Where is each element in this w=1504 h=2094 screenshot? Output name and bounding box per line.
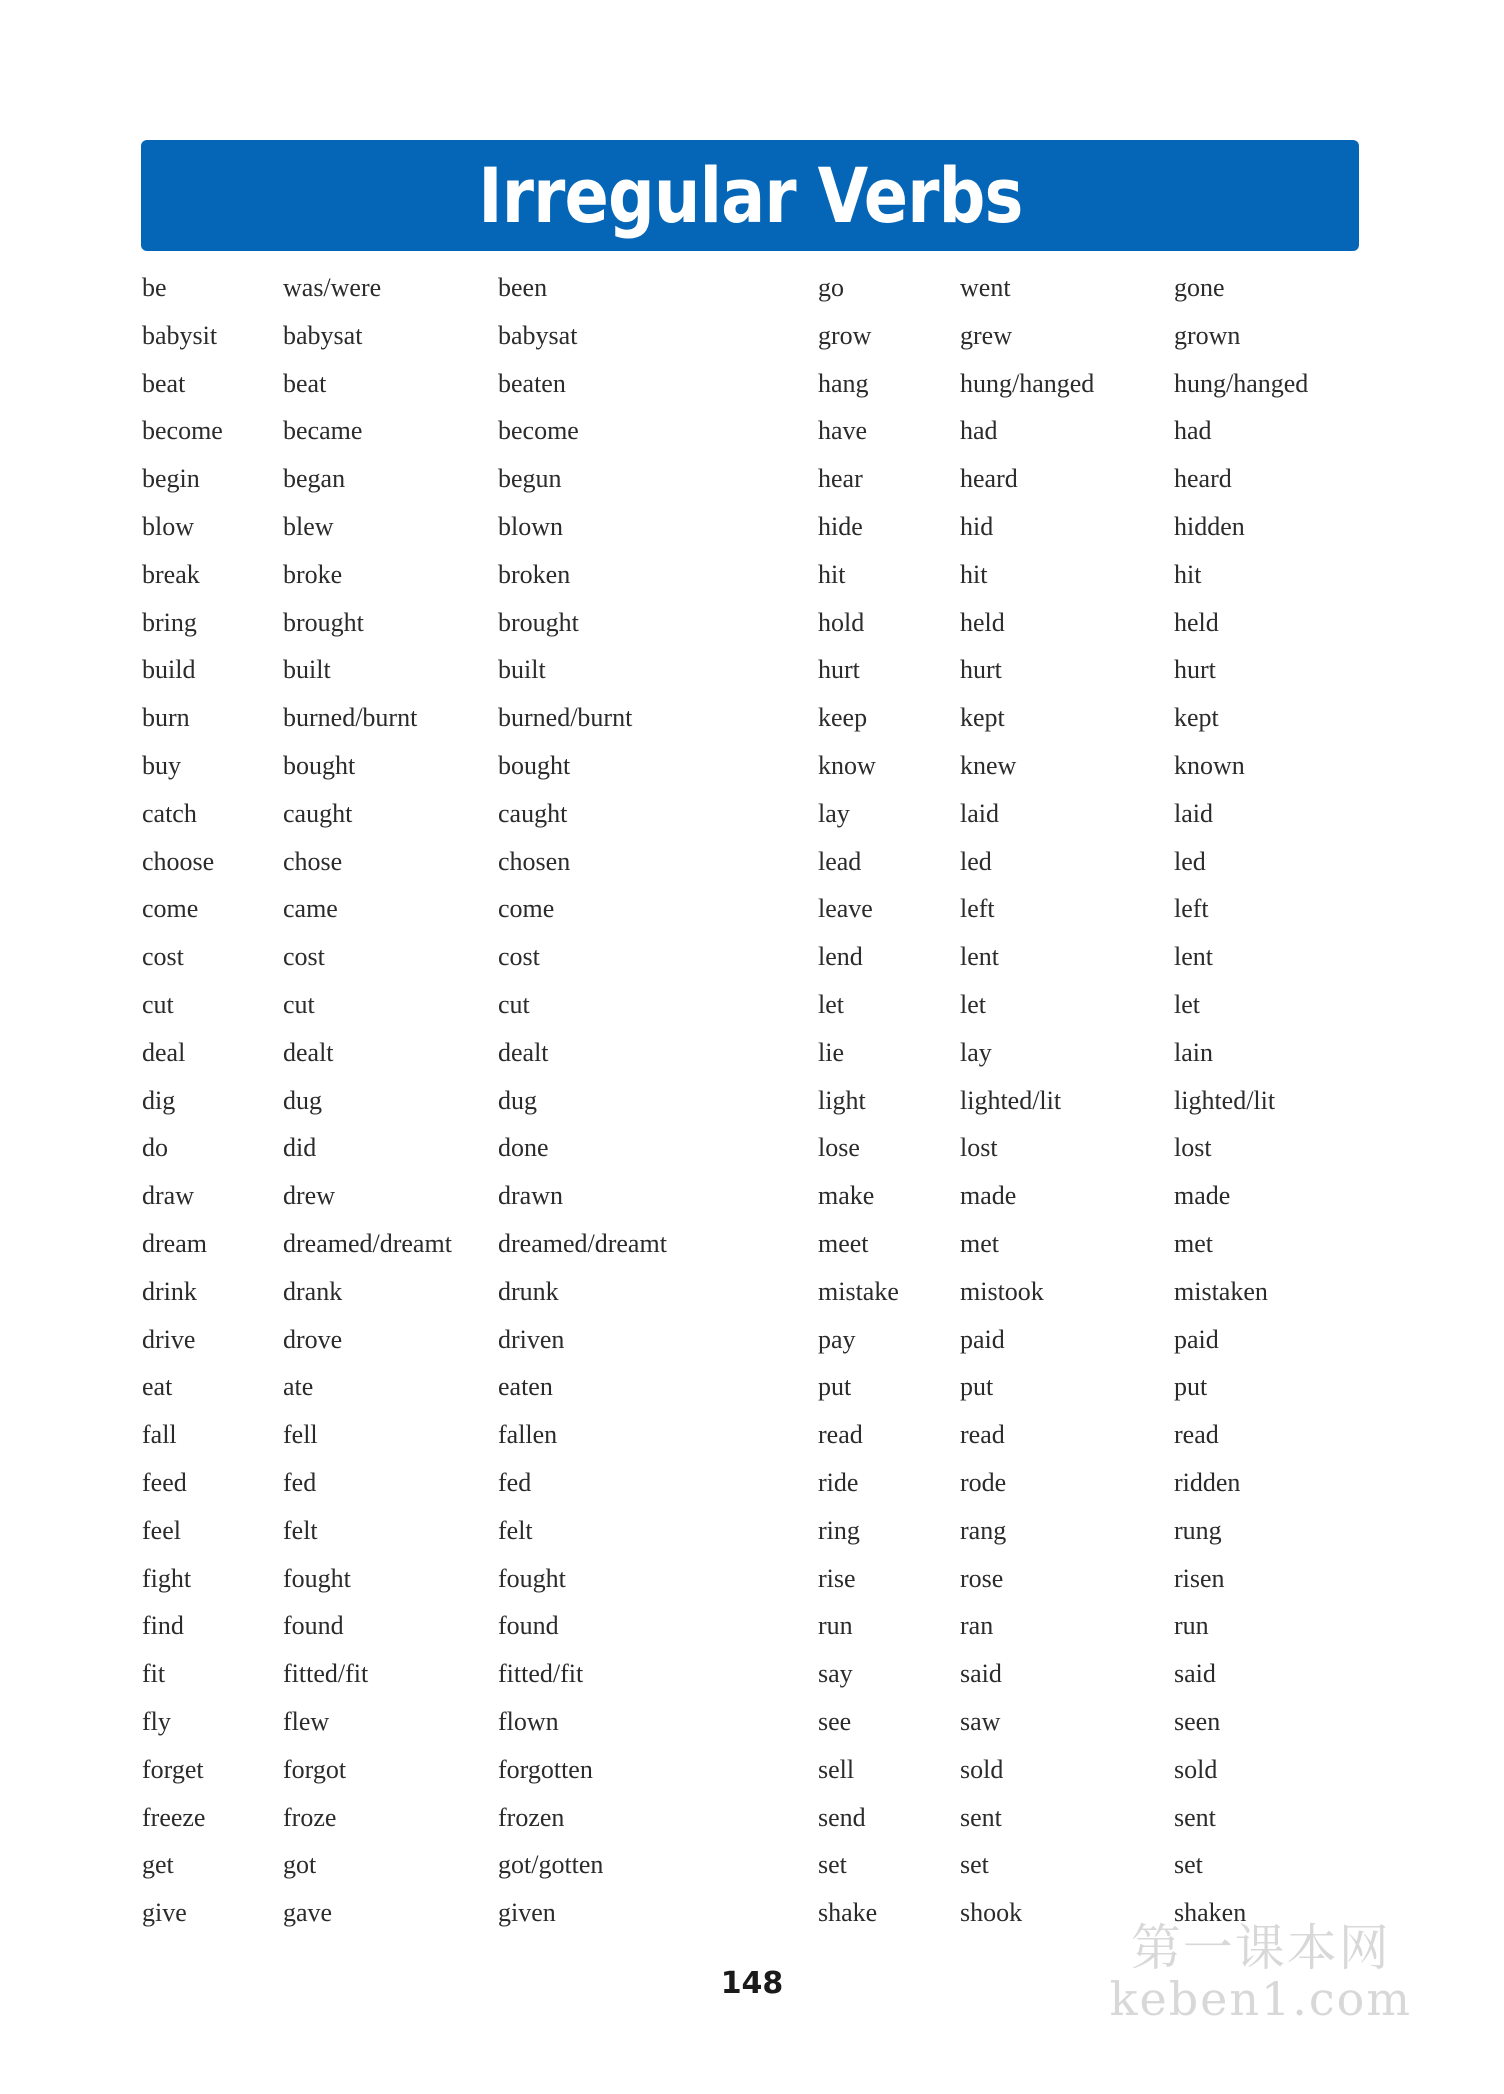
left-past-participle-cell: dug (498, 1085, 537, 1115)
right-past-participle-cell: laid (1174, 798, 1213, 828)
right-base-form-cell: hit (818, 559, 846, 589)
left-base-form-cell: bring (142, 607, 197, 637)
right-past-participle-cell: read (1174, 1420, 1219, 1450)
right-base-form-cell: lie (818, 1037, 844, 1067)
right-past-simple-cell: made (960, 1181, 1017, 1211)
right-past-participle-cell: risen (1174, 1563, 1225, 1593)
left-past-participle-cell: frozen (498, 1802, 565, 1832)
left-past-participle-cell: dreamed/dreamt (498, 1228, 667, 1258)
right-past-simple-cell: sold (960, 1754, 1004, 1784)
right-past-simple-cell: put (960, 1372, 994, 1402)
right-past-participle-cell: paid (1174, 1324, 1219, 1354)
left-base-form-cell: give (142, 1898, 187, 1928)
left-base-form-cell: come (142, 894, 199, 924)
right-base-form-cell: rise (818, 1563, 856, 1593)
left-past-simple-cell: began (283, 464, 346, 494)
table-row (141, 646, 1361, 694)
table-row (141, 1268, 1361, 1316)
left-past-participle-cell: done (498, 1133, 549, 1163)
table-row (141, 599, 1361, 647)
table-row (141, 981, 1361, 1029)
right-base-form-cell: mistake (818, 1276, 899, 1306)
right-past-participle-cell: kept (1174, 703, 1219, 733)
right-past-simple-cell: let (960, 989, 986, 1019)
left-base-form-cell: buy (142, 750, 181, 780)
right-past-simple-cell: hurt (960, 655, 1002, 685)
right-past-participle-cell: lighted/lit (1174, 1085, 1276, 1115)
right-past-participle-cell: seen (1174, 1706, 1221, 1736)
left-base-form-cell: catch (142, 798, 197, 828)
left-base-form-cell: feed (142, 1467, 187, 1497)
right-past-simple-cell: paid (960, 1324, 1005, 1354)
left-past-simple-cell: ate (283, 1372, 314, 1402)
right-past-simple-cell: hung/hanged (960, 368, 1095, 398)
left-past-participle-cell: bought (498, 750, 571, 780)
left-past-simple-cell: found (283, 1611, 344, 1641)
page-title: Irregular Verbs (477, 150, 1023, 240)
table-row (141, 694, 1361, 742)
left-past-participle-cell: found (498, 1611, 559, 1641)
right-base-form-cell: keep (818, 703, 868, 733)
table-row (141, 264, 1361, 312)
table-row (141, 1602, 1361, 1650)
right-base-form-cell: lend (818, 942, 863, 972)
table-row (141, 1220, 1361, 1268)
watermark-chinese-text: 第一课本网 (1130, 1919, 1391, 1977)
left-past-participle-cell: fallen (498, 1420, 558, 1450)
right-base-form-cell: meet (818, 1228, 869, 1258)
right-base-form-cell: say (818, 1659, 853, 1689)
right-past-simple-cell: held (960, 607, 1005, 637)
left-base-form-cell: eat (142, 1372, 173, 1402)
table-row (141, 1029, 1361, 1077)
watermark (1109, 1919, 1412, 2026)
right-past-simple-cell: met (960, 1228, 999, 1258)
right-base-form-cell: ring (818, 1515, 860, 1545)
right-past-participle-cell: known (1174, 750, 1245, 780)
table-row (141, 1316, 1361, 1364)
table-row (141, 455, 1361, 503)
right-past-participle-cell: sold (1174, 1754, 1218, 1784)
left-base-form-cell: find (142, 1611, 184, 1641)
left-base-form-cell: break (142, 559, 200, 589)
right-base-form-cell: send (818, 1802, 866, 1832)
left-past-simple-cell: dealt (283, 1037, 334, 1067)
right-past-simple-cell: hid (960, 511, 994, 541)
left-base-form-cell: beat (142, 368, 186, 398)
left-base-form-cell: deal (142, 1037, 186, 1067)
right-past-participle-cell: run (1174, 1611, 1209, 1641)
table-row (141, 1459, 1361, 1507)
right-past-participle-cell: let (1174, 989, 1200, 1019)
right-past-simple-cell: knew (960, 750, 1017, 780)
right-base-form-cell: hide (818, 511, 863, 541)
right-past-participle-cell: held (1174, 607, 1219, 637)
table-row (141, 1172, 1361, 1220)
table-row (141, 933, 1361, 981)
table-row (141, 1411, 1361, 1459)
right-past-participle-cell: grown (1174, 320, 1241, 350)
left-past-simple-cell: blew (283, 511, 334, 541)
left-past-simple-cell: chose (283, 846, 343, 876)
right-past-participle-cell: heard (1174, 464, 1232, 494)
right-past-simple-cell: saw (960, 1706, 1001, 1736)
right-base-form-cell: go (818, 273, 844, 302)
table-row (141, 1555, 1361, 1603)
left-past-simple-cell: was/were (283, 273, 382, 302)
right-past-participle-cell: sent (1174, 1802, 1216, 1832)
left-past-simple-cell: cost (283, 942, 325, 972)
left-past-participle-cell: come (498, 894, 555, 924)
right-past-participle-cell: made (1174, 1181, 1231, 1211)
left-base-form-cell: choose (142, 846, 215, 876)
table-row (141, 1363, 1361, 1411)
left-past-participle-cell: begun (498, 464, 562, 494)
left-past-participle-cell: blown (498, 511, 563, 541)
right-past-participle-cell: hidden (1174, 511, 1245, 541)
left-past-participle-cell: burned/burnt (498, 703, 633, 733)
left-past-participle-cell: brought (498, 607, 579, 637)
right-base-form-cell: have (818, 416, 868, 446)
right-past-simple-cell: rose (960, 1563, 1004, 1593)
irregular-verbs-table (141, 264, 1361, 1937)
table-row (141, 742, 1361, 790)
left-base-form-cell: do (142, 1133, 168, 1163)
right-past-simple-cell: lighted/lit (960, 1085, 1062, 1115)
left-past-simple-cell: beat (283, 368, 327, 398)
left-base-form-cell: get (142, 1850, 174, 1880)
right-base-form-cell: ride (818, 1467, 859, 1497)
left-past-simple-cell: fought (283, 1563, 351, 1593)
right-past-simple-cell: grew (960, 320, 1012, 350)
left-past-participle-cell: drawn (498, 1181, 563, 1211)
right-past-simple-cell: heard (960, 464, 1018, 494)
left-base-form-cell: dream (142, 1228, 207, 1258)
right-base-form-cell: read (818, 1420, 863, 1450)
table-row (141, 1841, 1361, 1889)
left-past-simple-cell: felt (283, 1515, 318, 1545)
right-past-participle-cell: led (1174, 846, 1206, 876)
right-past-participle-cell: set (1174, 1850, 1203, 1880)
left-past-simple-cell: burned/burnt (283, 703, 418, 733)
left-base-form-cell: dig (142, 1085, 176, 1115)
left-past-simple-cell: came (283, 894, 338, 924)
right-past-participle-cell: said (1174, 1659, 1216, 1689)
right-past-participle-cell: ridden (1174, 1467, 1241, 1497)
left-past-simple-cell: drove (283, 1324, 343, 1354)
right-base-form-cell: hold (818, 607, 865, 637)
left-base-form-cell: blow (142, 511, 194, 541)
left-past-simple-cell: brought (283, 607, 364, 637)
table-row (141, 312, 1361, 360)
right-past-participle-cell: lent (1174, 942, 1213, 972)
left-base-form-cell: fly (142, 1706, 171, 1736)
page-number: 148 (720, 1966, 784, 2001)
right-past-simple-cell: left (960, 894, 995, 924)
left-base-form-cell: freeze (142, 1802, 206, 1832)
left-past-participle-cell: cut (498, 989, 530, 1019)
right-past-simple-cell: lost (960, 1133, 998, 1163)
right-past-simple-cell: ran (960, 1611, 994, 1641)
right-past-participle-cell: hurt (1174, 655, 1216, 685)
right-base-form-cell: know (818, 750, 876, 780)
right-past-simple-cell: went (960, 273, 1011, 302)
left-past-participle-cell: become (498, 416, 579, 446)
left-past-simple-cell: flew (283, 1706, 330, 1736)
left-past-participle-cell: fed (498, 1467, 532, 1497)
right-base-form-cell: let (818, 989, 844, 1019)
right-base-form-cell: grow (818, 320, 872, 350)
right-past-participle-cell: hit (1174, 559, 1202, 589)
left-past-participle-cell: chosen (498, 846, 571, 876)
right-past-participle-cell: gone (1174, 273, 1225, 302)
right-base-form-cell: shake (818, 1898, 878, 1928)
right-base-form-cell: run (818, 1611, 853, 1641)
right-base-form-cell: make (818, 1181, 875, 1211)
left-past-participle-cell: fought (498, 1563, 566, 1593)
right-base-form-cell: sell (818, 1754, 855, 1784)
left-past-participle-cell: cost (498, 942, 540, 972)
right-past-participle-cell: met (1174, 1228, 1213, 1258)
left-past-simple-cell: caught (283, 798, 353, 828)
left-base-form-cell: drive (142, 1324, 196, 1354)
left-past-simple-cell: cut (283, 989, 315, 1019)
left-base-form-cell: become (142, 416, 223, 446)
left-past-simple-cell: drank (283, 1276, 343, 1306)
right-base-form-cell: lead (818, 846, 862, 876)
right-past-participle-cell: hung/hanged (1174, 368, 1309, 398)
table-row (141, 551, 1361, 599)
left-base-form-cell: cut (142, 989, 174, 1019)
left-past-participle-cell: been (498, 273, 548, 302)
right-past-simple-cell: said (960, 1659, 1002, 1689)
left-past-simple-cell: became (283, 416, 363, 446)
left-past-participle-cell: fitted/fit (498, 1659, 584, 1689)
left-past-simple-cell: gave (283, 1898, 333, 1928)
left-past-simple-cell: dreamed/dreamt (283, 1228, 452, 1258)
left-base-form-cell: fight (142, 1563, 192, 1593)
right-past-participle-cell: left (1174, 894, 1209, 924)
left-past-participle-cell: driven (498, 1324, 565, 1354)
left-base-form-cell: cost (142, 942, 184, 972)
left-past-participle-cell: got/gotten (498, 1850, 604, 1880)
right-base-form-cell: lose (818, 1133, 860, 1163)
right-base-form-cell: leave (818, 894, 873, 924)
left-base-form-cell: be (142, 273, 167, 302)
left-past-simple-cell: fitted/fit (283, 1659, 369, 1689)
right-past-participle-cell: shaken (1174, 1898, 1247, 1928)
left-past-participle-cell: felt (498, 1515, 533, 1545)
left-base-form-cell: drink (142, 1276, 197, 1306)
table-row (141, 1746, 1361, 1794)
right-base-form-cell: pay (818, 1324, 856, 1354)
table-row (141, 1507, 1361, 1555)
table-row (141, 503, 1361, 551)
right-base-form-cell: set (818, 1850, 847, 1880)
right-past-simple-cell: sent (960, 1802, 1002, 1832)
watermark-url-text: keben1.com (1109, 1971, 1412, 2026)
table-row (141, 360, 1361, 408)
right-past-simple-cell: had (960, 416, 998, 446)
left-past-simple-cell: drew (283, 1181, 335, 1211)
right-past-simple-cell: kept (960, 703, 1005, 733)
left-base-form-cell: babysit (142, 320, 218, 350)
right-base-form-cell: see (818, 1706, 852, 1736)
left-base-form-cell: fit (142, 1659, 166, 1689)
left-past-simple-cell: froze (283, 1802, 337, 1832)
table-row (141, 1698, 1361, 1746)
left-past-participle-cell: given (498, 1898, 556, 1928)
left-base-form-cell: begin (142, 464, 200, 494)
left-past-simple-cell: built (283, 655, 331, 685)
table-row (141, 1794, 1361, 1842)
left-base-form-cell: fall (142, 1420, 177, 1450)
left-past-simple-cell: fed (283, 1467, 317, 1497)
left-base-form-cell: draw (142, 1181, 194, 1211)
left-past-participle-cell: built (498, 655, 546, 685)
left-past-simple-cell: forgot (283, 1754, 347, 1784)
left-past-participle-cell: caught (498, 798, 568, 828)
right-past-simple-cell: read (960, 1420, 1005, 1450)
right-base-form-cell: hang (818, 368, 869, 398)
right-past-participle-cell: mistaken (1174, 1276, 1268, 1306)
right-past-simple-cell: lay (960, 1037, 992, 1067)
right-base-form-cell: lay (818, 798, 850, 828)
left-past-simple-cell: dug (283, 1085, 322, 1115)
right-past-simple-cell: rode (960, 1467, 1007, 1497)
right-past-simple-cell: rang (960, 1515, 1007, 1545)
left-past-simple-cell: broke (283, 559, 343, 589)
left-past-participle-cell: dealt (498, 1037, 549, 1067)
table-row (141, 1077, 1361, 1125)
title-banner (141, 140, 1359, 251)
table-row (141, 838, 1361, 886)
left-past-participle-cell: broken (498, 559, 571, 589)
left-past-participle-cell: babysat (498, 320, 578, 350)
right-past-simple-cell: led (960, 846, 992, 876)
left-past-simple-cell: got (283, 1850, 317, 1880)
right-past-simple-cell: set (960, 1850, 989, 1880)
right-base-form-cell: light (818, 1085, 866, 1115)
table-row (141, 885, 1361, 933)
left-base-form-cell: burn (142, 703, 190, 733)
right-past-participle-cell: put (1174, 1372, 1208, 1402)
table-row (141, 1650, 1361, 1698)
table-row (141, 790, 1361, 838)
left-past-participle-cell: eaten (498, 1372, 553, 1402)
left-past-simple-cell: babysat (283, 320, 363, 350)
left-past-participle-cell: flown (498, 1706, 559, 1736)
left-past-participle-cell: forgotten (498, 1754, 593, 1784)
table-row (141, 407, 1361, 455)
left-past-participle-cell: beaten (498, 368, 566, 398)
right-past-simple-cell: hit (960, 559, 988, 589)
left-base-form-cell: forget (142, 1754, 204, 1784)
right-past-simple-cell: mistook (960, 1276, 1044, 1306)
left-past-simple-cell: bought (283, 750, 356, 780)
right-past-participle-cell: lost (1174, 1133, 1212, 1163)
right-past-simple-cell: laid (960, 798, 999, 828)
right-base-form-cell: hurt (818, 655, 860, 685)
right-base-form-cell: put (818, 1372, 852, 1402)
right-base-form-cell: hear (818, 464, 863, 494)
left-past-simple-cell: fell (283, 1420, 318, 1450)
left-base-form-cell: build (142, 655, 196, 685)
right-past-participle-cell: rung (1174, 1515, 1222, 1545)
right-past-participle-cell: lain (1174, 1037, 1213, 1067)
left-past-participle-cell: drunk (498, 1276, 559, 1306)
right-past-simple-cell: lent (960, 942, 999, 972)
left-past-simple-cell: did (283, 1133, 317, 1163)
table-row (141, 1124, 1361, 1172)
left-base-form-cell: feel (142, 1515, 181, 1545)
right-past-participle-cell: had (1174, 416, 1212, 446)
right-past-simple-cell: shook (960, 1898, 1023, 1928)
